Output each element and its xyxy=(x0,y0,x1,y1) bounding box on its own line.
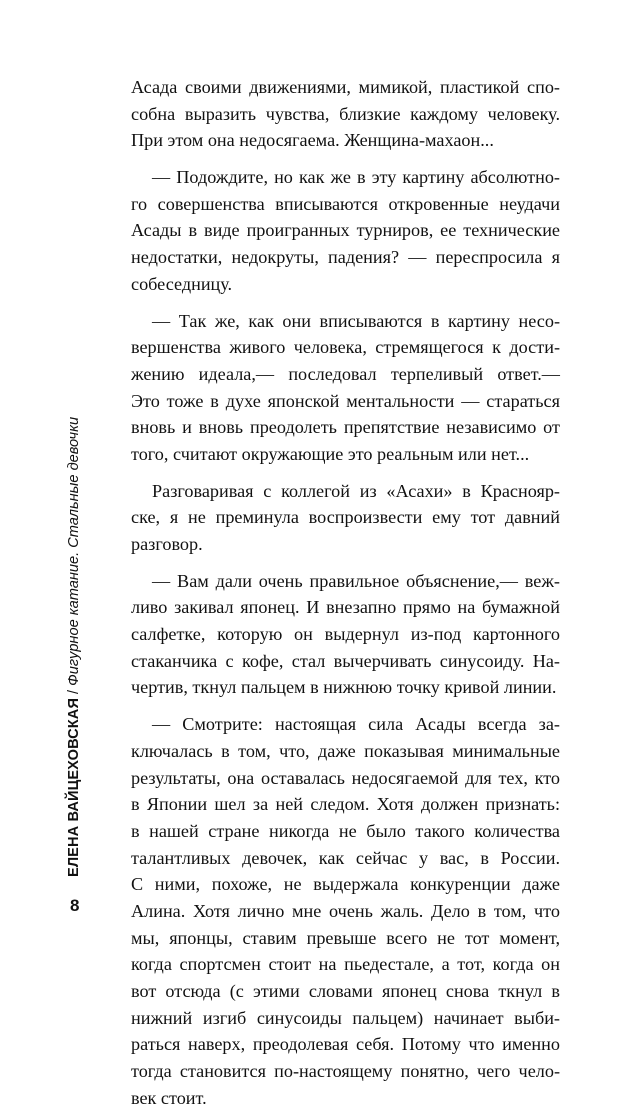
text-line: С ними, похоже, не выдержала конкуренции даже xyxy=(131,874,560,895)
text-line: При этом она недосягаема. Женщина-махаон... xyxy=(131,130,494,151)
body-text xyxy=(131,74,560,1111)
text-line: век стоит. xyxy=(131,1087,207,1108)
text-line: результаты, она оставалась недосягаемой для тех, кто xyxy=(131,767,560,788)
text-line: ске, я не преминула воспроизвести ему тот давний xyxy=(131,507,560,528)
paragraph-gap xyxy=(131,298,560,308)
text-line: чертив, ткнул пальцем в нижнюю точку кривой линии. xyxy=(131,677,557,698)
text-line: талантливых девочек, как сейчас у вас, в России. xyxy=(131,847,560,868)
paragraph xyxy=(131,164,560,297)
paragraph xyxy=(131,308,560,468)
paragraph xyxy=(131,478,560,558)
text-line: жению идеала,— последовал терпеливый ответ.— xyxy=(131,363,560,384)
text-line: того, считают окружающие это реальным или нет... xyxy=(131,443,530,464)
text-line: стаканчика с кофе, стал вычерчивать синусоиду. На- xyxy=(131,650,560,671)
text-line: недостатки, недокруты, падения? — переспросила я xyxy=(131,247,560,268)
text-line: в нашей стране никогда не было такого количества xyxy=(131,820,560,841)
text-line: собна выразить чувства, близкие каждому человеку. xyxy=(131,103,560,124)
text-line: мы, японцы, ставим превыше всего не тот момент, xyxy=(131,927,560,948)
text-line: Разговаривая с коллегой из «Асахи» в Краснояр- xyxy=(152,480,560,501)
text-line: — Вам дали очень правильное объяснение,— веж- xyxy=(152,570,560,591)
text-line: когда спортсмен стоит на пьедестале, а тот, когда он xyxy=(131,954,560,975)
running-head-separator: / xyxy=(66,689,82,694)
paragraph-gap xyxy=(131,468,560,478)
text-line: ливо закивал японец. И внезапно прямо на бумажной xyxy=(131,597,560,618)
text-line: салфетке, которую он выдернул из-под картонного xyxy=(131,624,560,645)
paragraph xyxy=(131,711,560,1111)
page-number: 8 xyxy=(70,896,80,915)
text-line: вот отсюда (с этими словами японец снова ткнул в xyxy=(131,981,560,1001)
text-line: в Японии шел за ней следом. Хотя должен признать: xyxy=(131,794,560,815)
text-line: Асады в виде проигранных турниров, ее технические xyxy=(131,220,560,241)
text-line: раться наверх, преодолевая себя. Потому что именно xyxy=(131,1034,560,1055)
paragraph-gap xyxy=(131,558,560,568)
paragraph xyxy=(131,74,560,154)
text-line: нижний изгиб синусоиды пальцем) начинает выби- xyxy=(131,1007,560,1028)
author-name: ЕЛЕНА ВАЙЦЕХОВСКАЯ xyxy=(66,697,82,877)
text-line: Алина. Хотя лично мне очень жаль. Дело в том, что xyxy=(131,900,560,921)
text-line: вершенства живого человека, стремящегося к дости- xyxy=(131,337,560,358)
text-line: — Смотрите: настоящая сила Асады всегда за- xyxy=(152,714,560,735)
text-line: — Так же, как они вписываются в картину несо- xyxy=(152,310,560,331)
text-line: разговор. xyxy=(131,534,203,554)
text-line: — Подождите, но как же в эту картину абсолютно- xyxy=(152,167,560,188)
paragraph-gap xyxy=(131,154,560,164)
book-title: Фигурное катание. Стальные девочки xyxy=(66,416,82,686)
text-line: вновь и вновь преодолеть препятствие независимо от xyxy=(131,417,560,438)
text-line: Асада своими движениями, мимикой, пластикой спо- xyxy=(131,77,560,97)
text-line: го совершенства вписываются откровенные неудачи xyxy=(131,193,560,214)
running-head xyxy=(63,397,85,877)
text-line: ключалась в том, что, даже показывая минимальные xyxy=(131,740,560,761)
paragraph-gap xyxy=(131,701,560,711)
text-line: Это тоже в духе японской ментальности — стараться xyxy=(131,390,560,411)
text-line: тогда становится по-настоящему понятно, чего чело- xyxy=(131,1061,560,1082)
paragraph xyxy=(131,568,560,701)
text-line: собеседницу. xyxy=(131,273,233,294)
